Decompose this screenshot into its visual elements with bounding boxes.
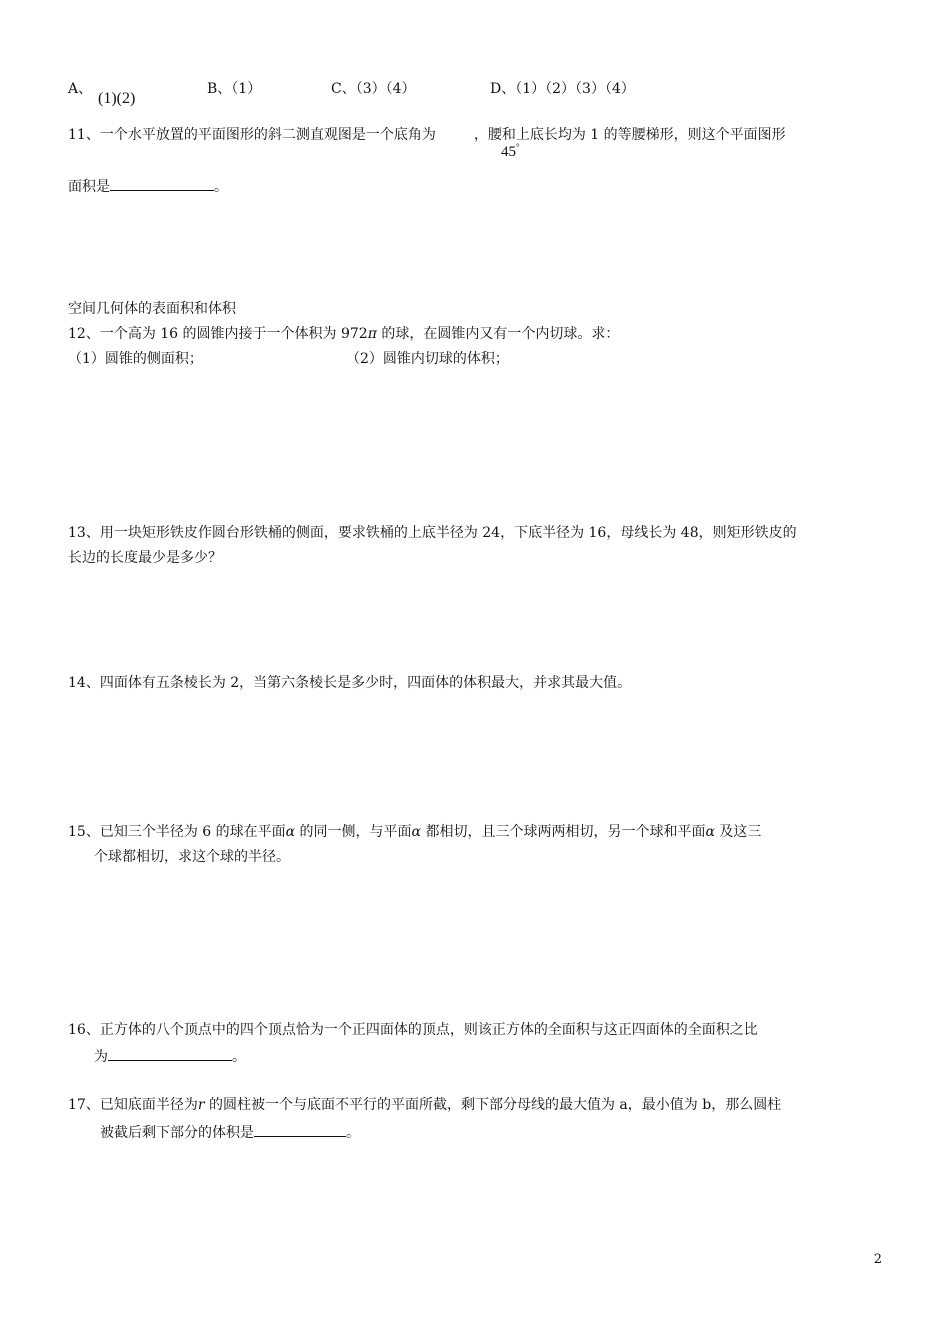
question-11-angle: 45° bbox=[501, 142, 520, 160]
question-17-seg1: 17、已知底面半径为 bbox=[68, 1097, 198, 1113]
question-15-seg2: 的同一侧，与平面 bbox=[295, 824, 412, 840]
question-11-end: 。 bbox=[214, 179, 228, 195]
question-16-line2-text: 为 bbox=[94, 1049, 108, 1065]
question-15-seg3: 都相切，且三个球两两相切，另一个球和平面 bbox=[421, 824, 706, 840]
question-12-text-after: 的球，在圆锥内又有一个内切球。求： bbox=[376, 326, 620, 342]
alpha-symbol: α bbox=[411, 824, 422, 840]
question-12-part2: （2）圆锥内切球的体积； bbox=[346, 351, 509, 367]
question-17-end: 。 bbox=[346, 1125, 360, 1141]
option-c-label: C、 bbox=[331, 81, 356, 97]
question-17-seg2: 的圆柱被一个与底面不平行的平面所截，剩下部分母线的最大值为 a，最小值为 b，那么圆柱 bbox=[204, 1097, 782, 1113]
question-15-seg4: 及这三 bbox=[714, 824, 762, 840]
question-11-text-after: ，腰和上底长均为 1 的等腰梯形，则这个平面图形 bbox=[473, 127, 786, 143]
question-13-line2: 长边的长度最少是多少？ bbox=[68, 550, 222, 566]
question-11-line2 bbox=[68, 176, 228, 196]
pi-symbol: π bbox=[367, 326, 377, 342]
question-17-line1 bbox=[68, 1096, 781, 1114]
option-b bbox=[207, 78, 261, 98]
question-15-seg1: 15、已知三个半径为 6 的球在平面 bbox=[68, 824, 286, 840]
question-12-text-before: 12、一个高为 16 的圆锥内接于一个体积为 972 bbox=[68, 326, 368, 342]
question-17-line2-text: 被截后剩下部分的体积是 bbox=[100, 1125, 254, 1141]
question-15-line1 bbox=[68, 823, 761, 841]
question-11-line1 bbox=[68, 126, 786, 144]
option-d bbox=[490, 78, 635, 98]
degree-mark: ° bbox=[516, 142, 520, 152]
option-b-label: B、 bbox=[207, 81, 232, 97]
option-c bbox=[331, 78, 416, 98]
answer-blank-11 bbox=[110, 176, 214, 191]
question-12-line1 bbox=[68, 325, 619, 343]
question-16-line1: 16、正方体的八个顶点中的四个顶点恰为一个正四面体的顶点，则该正方体的全面积与这正四面体的全面积之比 bbox=[68, 1022, 758, 1038]
question-13-line1: 13、用一块矩形铁皮作圆台形铁桶的侧面，要求铁桶的上底半径为 24，下底半径为 16，母线长为 48，则矩形铁皮的 bbox=[68, 525, 797, 541]
question-12-part1: （1）圆锥的侧面积； bbox=[68, 351, 203, 367]
option-d-label: D、 bbox=[490, 81, 516, 97]
page-number: 2 bbox=[873, 1252, 882, 1267]
question-11-text-before: 11、一个水平放置的平面图形的斜二测直观图是一个底角为 bbox=[68, 127, 436, 143]
option-c-text: （3）（4） bbox=[355, 81, 416, 97]
section-title: 空间几何体的表面积和体积 bbox=[68, 301, 236, 317]
option-a bbox=[68, 78, 92, 98]
question-11-line2-text: 面积是 bbox=[68, 179, 110, 195]
question-16-line2 bbox=[94, 1046, 246, 1066]
option-a-formula: (1)(2) bbox=[98, 90, 136, 107]
option-a-label: A、 bbox=[68, 81, 93, 97]
answer-blank-16 bbox=[108, 1046, 232, 1061]
option-d-text: （1）（2）（3）（4） bbox=[515, 81, 635, 97]
answer-blank-17 bbox=[254, 1122, 346, 1137]
option-b-text: （1） bbox=[231, 81, 262, 97]
question-16-end: 。 bbox=[232, 1049, 246, 1065]
alpha-symbol: α bbox=[285, 824, 296, 840]
r-symbol: r bbox=[197, 1097, 205, 1113]
question-17-line2 bbox=[100, 1122, 360, 1142]
question-15-line2: 个球都相切，求这个球的半径。 bbox=[94, 849, 290, 865]
alpha-symbol: α bbox=[705, 824, 715, 840]
question-14-line1: 14、四面体有五条棱长为 2，当第六条棱长是多少时，四面体的体积最大，并求其最大值。 bbox=[68, 675, 632, 691]
